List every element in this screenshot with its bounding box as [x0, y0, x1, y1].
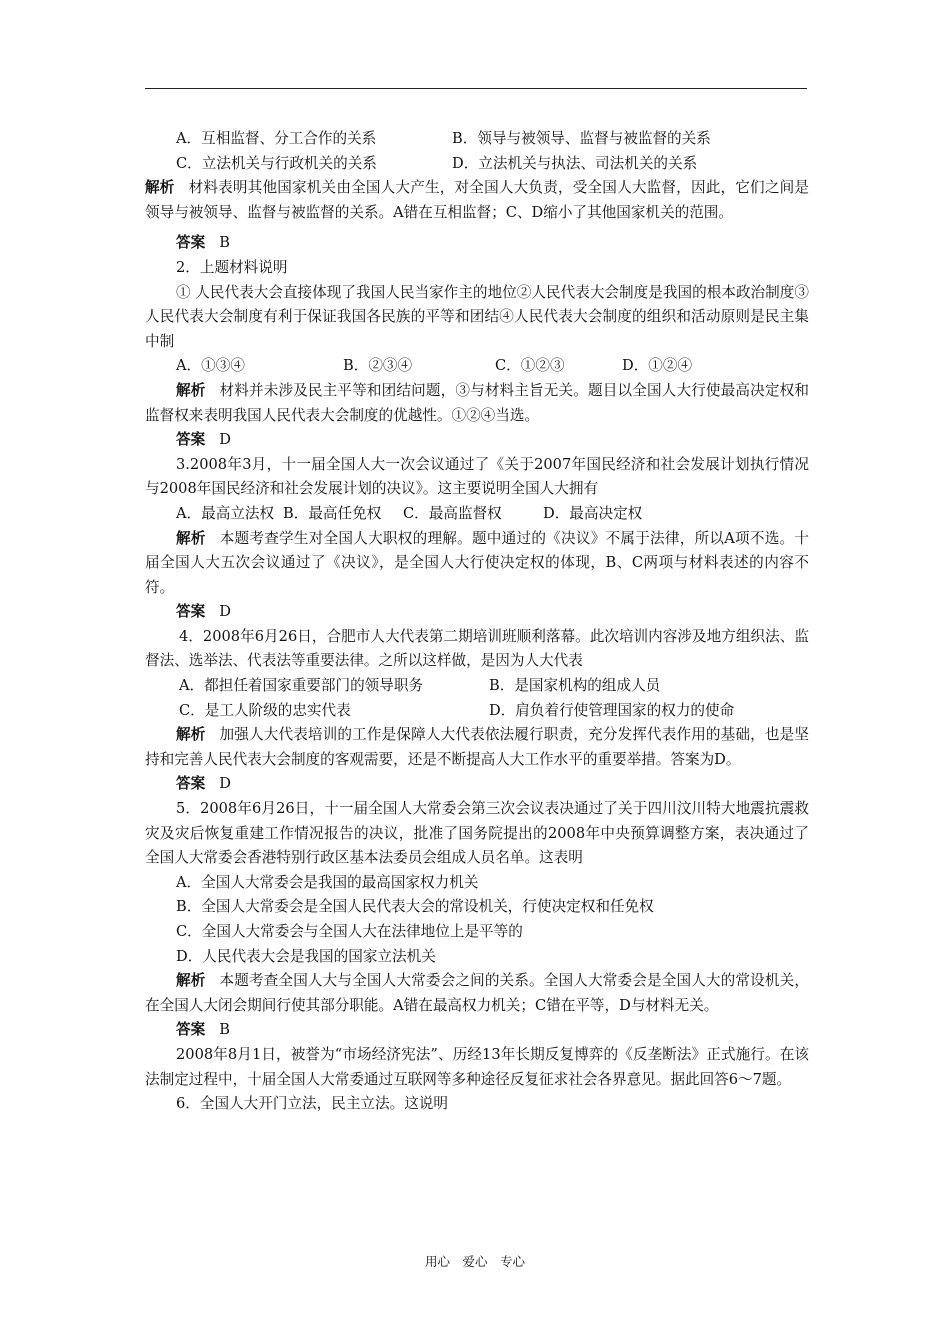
q3-option-a: A．最高立法权 [176, 504, 275, 522]
q3-answer-label: 答案 [176, 603, 206, 621]
q1-analysis-text: 材料表明其他国家机关由全国人大产生，对全国人大负责，受全国人大监督，因此，它们之间是领导与被领导、监督与被监督的关系。A错在互相监督；C、D缩小了其他国家机关的范围。 [145, 179, 809, 221]
q2-analysis-text: 材料并未涉及民主平等和团结问题，③与材料主旨无关。题目以全国人大行使最高决定权和监督权来表明我国人民代表大会制度的优越性。①②④当选。 [145, 381, 809, 424]
q1-answer-value: B [219, 234, 230, 252]
q3-stem: 3.2008年3月，十一届全国人大一次会议通过了《关于2007年国民经济和社会发展计划执行情况与2008年国民经济和社会发展计划的决议》。这主要说明全国人大拥有 [145, 455, 809, 498]
q2-answer [145, 428, 809, 453]
q4-option-d: D．肩负着行使管理国家的权力的使命 [489, 701, 735, 719]
page-content [145, 127, 809, 1117]
q3-option-c: C．最高监督权 [403, 504, 502, 522]
q1-answer-label: 答案 [176, 234, 206, 252]
q4-option-c: C．是工人阶级的忠实代表 [179, 701, 351, 719]
q1-option-d: D．立法机关与执法、司法机关的关系 [452, 154, 698, 172]
q5-option-a: A．全国人大常委会是我国的最高国家权力机关 [176, 873, 479, 891]
q2-option-c: C．①②③ [495, 357, 565, 375]
q2-answer-label: 答案 [176, 431, 206, 449]
q4-option-b: B．是国家机构的组成人员 [489, 677, 661, 695]
q3-option-b: B．最高任免权 [283, 504, 382, 522]
q1-option-c: C．立法机关与行政机关的关系 [176, 154, 377, 172]
q1-analysis [145, 176, 809, 225]
q4-stem: 4．2008年6月26日，合肥市人大代表第二期培训班顺利落幕。此次培训内容涉及地方组织法、监督法、选举法、代表法等重要法律。之所以这样做，是因为人大代表 [145, 627, 809, 670]
q5-analysis [145, 969, 809, 1018]
q1-answer [145, 231, 809, 256]
q5-answer-label: 答案 [176, 1021, 206, 1039]
q3-options [145, 502, 809, 527]
page-footer: 用心 爱心 专心 [424, 1254, 525, 1269]
q4-answer-value: D [219, 775, 231, 793]
q4-option-a: A．都担任着国家重要部门的领导职务 [179, 677, 424, 695]
q3-analysis [145, 527, 809, 601]
material-paragraph: 2008年8月1日，被誉为“市场经济宪法”、历经13年长期反复博弈的《反垄断法》正式施行。在该法制定过程中，十届全国人大常委通过互联网等多种途径反复征求社会各界意见。据此回答6～7题。 [145, 1045, 809, 1088]
q5-analysis-text: 本题考查全国人大与全国人大常委会之间的关系。全国人大常委会是全国人大的常设机关，在全国人大闭会期间行使其部分职能。A错在最高权力机关；C错在平等，D与材料无关。 [145, 972, 809, 1014]
q5-answer [145, 1018, 809, 1043]
q2-options [145, 354, 809, 379]
q1-option-b: B．领导与被领导、监督与被监督的关系 [452, 130, 711, 147]
q2-analysis-label: 解析 [176, 381, 206, 399]
q2-body: ① 人民代表大会直接体现了我国人民当家作主的地位②人民代表大会制度是我国的根本政治制度③人民代表大会制度有利于保证我国各民族的平等和团结④人民代表大会制度的组织和活动原则是民主集中制 [145, 283, 809, 350]
q2-option-d: D．①②④ [622, 357, 693, 375]
q1-analysis-label: 解析 [145, 179, 175, 197]
q4-options-row-1 [145, 674, 809, 699]
q4-analysis-text: 加强人大代表培训的工作是保障人大代表依法履行职责，充分发挥代表作用的基础，也是坚持和完善人民代表大会制度的客观需要，还是不断提高人大工作水平的重要举措。答案为D。 [145, 726, 809, 768]
q5-option-b: B．全国人大常委会是全国人民代表大会的常设机关，行使决定权和任免权 [176, 898, 654, 916]
q2-analysis [145, 379, 809, 428]
q3-answer-value: D [219, 603, 231, 621]
q2-option-b: B．②③④ [343, 357, 413, 375]
q4-options-row-2 [145, 699, 809, 724]
header-rule [145, 88, 807, 89]
q1-option-a: A．互相监督、分工合作的关系 [176, 130, 377, 147]
q3-analysis-text: 本题考查学生对全国人大职权的理解。题中通过的《决议》不属于法律，所以A项不选。十届全国人大五次会议通过了《决议》，是全国人大行使决定权的体现，B、C两项与材料表述的内容不符。 [145, 529, 809, 596]
q2-stem: 2．上题材料说明 [176, 258, 288, 276]
q4-answer [145, 772, 809, 797]
q4-answer-label: 答案 [176, 775, 206, 793]
q5-analysis-label: 解析 [176, 972, 206, 990]
q2-answer-value: D [219, 431, 231, 449]
q2-option-a: A．①③④ [176, 357, 245, 375]
q5-option-d: D．人民代表大会是我国的国家立法机关 [176, 947, 436, 965]
q5-answer-value: B [219, 1021, 230, 1039]
q1-options-row-2 [145, 152, 809, 177]
q3-option-d: D．最高决定权 [543, 504, 643, 522]
q1-options-row-1 [145, 127, 809, 152]
q4-analysis [145, 723, 809, 772]
q3-answer [145, 600, 809, 625]
q3-analysis-label: 解析 [176, 529, 206, 547]
q4-analysis-label: 解析 [176, 726, 206, 744]
q6-stem: 6．全国人大开门立法，民主立法。这说明 [176, 1095, 448, 1113]
q5-option-c: C．全国人大常委会与全国人大在法律地位上是平等的 [176, 923, 523, 940]
q5-stem: 5．2008年6月26日，十一届全国人大常委会第三次会议表决通过了关于四川汶川特大地震抗震救灾及灾后恢复重建工作情况报告的决议，批准了国务院提出的2008年中央预算调整方案，表决通过了全国人大常委会香港特别行政区基本法委员会组成人员名单。这表明 [145, 800, 809, 867]
